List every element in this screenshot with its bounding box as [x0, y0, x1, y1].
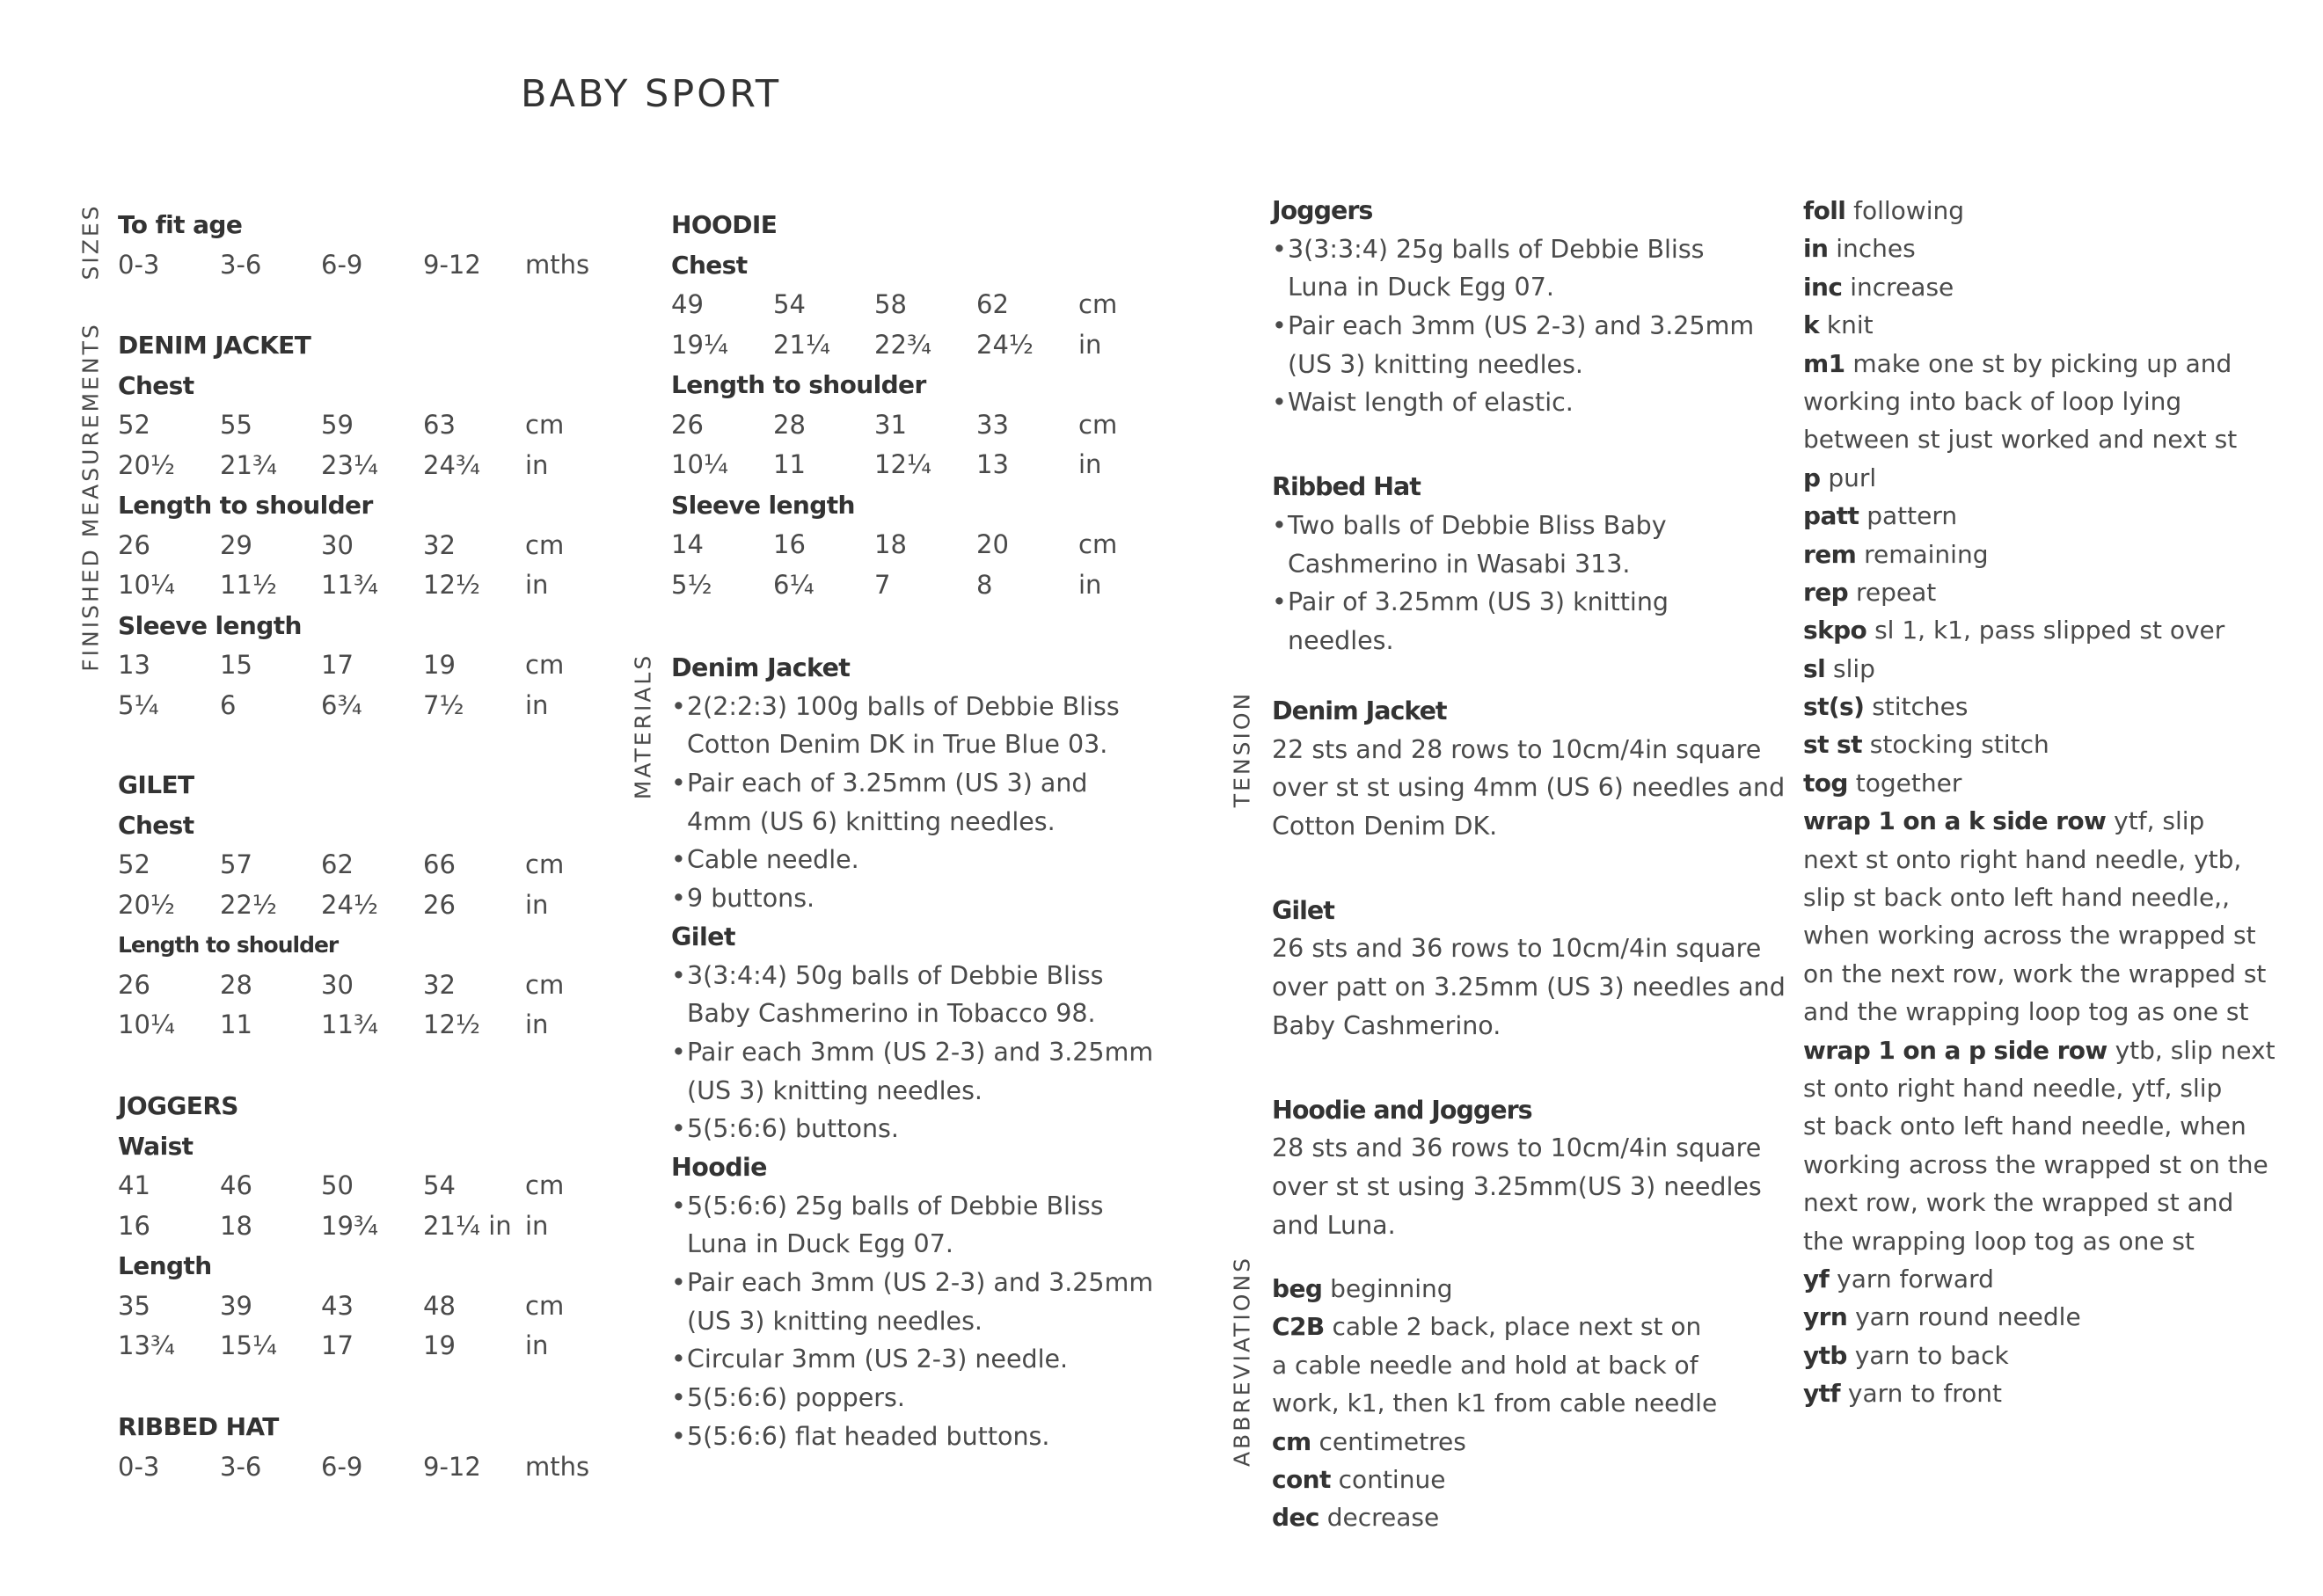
bullet-text: Pair each of 3.25mm (US 3) and — [687, 769, 1088, 798]
tension-denim-title: Denim Jacket — [1272, 696, 1447, 725]
bullet-text: Cashmerino in Wasabi 313. — [1288, 549, 1631, 579]
bullet-continuation — [1272, 545, 1764, 584]
materials-gilet-title: Gilet — [671, 922, 735, 951]
fit-age-row: 0-3 3-6 6-9 9-12 mths — [118, 249, 590, 280]
abbreviation-definition: yarn to back — [1846, 1340, 2009, 1370]
bullet-item — [671, 1379, 1199, 1417]
abbreviation-definition: next row, work the wrapped st and — [1803, 1188, 2234, 1218]
bullet-icon: • — [671, 1421, 686, 1451]
materials-denim-list — [671, 688, 1199, 918]
bullet-text: Pair each 3mm (US 2-3) and 3.25mm — [687, 1268, 1154, 1297]
joggers-measurements — [118, 1086, 610, 1366]
materials-hoodie-list — [671, 1187, 1199, 1456]
bullet-icon: • — [1272, 311, 1287, 341]
bullet-item — [671, 1033, 1199, 1072]
abbreviation-definition: working across the wrapped st on the — [1803, 1149, 2268, 1179]
abbreviation-entry — [1272, 1423, 1764, 1461]
bullet-continuation — [671, 1302, 1199, 1341]
bullet-text: Cable needle. — [687, 845, 859, 875]
measure-row: 19¼ 21¼ 22¾ 24½ in — [671, 329, 1102, 360]
bullet-continuation — [671, 995, 1199, 1033]
bullet-text: (US 3) knitting needles. — [1288, 349, 1583, 379]
label-tension: TENSION — [1229, 690, 1255, 808]
measure-label: Length to shoulder — [118, 932, 339, 958]
bullet-text: 4mm (US 6) knitting needles. — [687, 806, 1056, 836]
abbreviation-definition: a cable needle and hold at back of — [1272, 1350, 1698, 1380]
section-title: JOGGERS — [118, 1091, 238, 1120]
abbreviation-definition: make one st by picking up and — [1845, 348, 2232, 378]
bullet-item — [671, 688, 1199, 726]
bullet-item — [1272, 307, 1764, 346]
abbreviation-entry — [1803, 1374, 2313, 1412]
bullet-continuation — [671, 725, 1199, 764]
measure-label: Length to shoulder — [671, 370, 926, 399]
abbreviation-definition: beginning — [1322, 1274, 1453, 1303]
measure-label: Sleeve length — [671, 490, 855, 520]
tension-denim-text — [1272, 731, 1786, 846]
abbreviation-entry — [1803, 230, 2313, 267]
abbreviation-term: rep — [1803, 577, 1849, 607]
bullet-continuation — [671, 1072, 1199, 1111]
tension-hj-text — [1272, 1129, 1764, 1244]
measure-row: 10¼ 11 12¼ 13 in — [671, 449, 1102, 479]
abbreviation-definition: work, k1, then k1 from cable needle — [1272, 1388, 1718, 1418]
bullet-text: 3(3:4:4) 50g balls of Debbie Bliss — [687, 960, 1104, 990]
bullet-text: needles. — [1288, 625, 1394, 655]
materials-gilet-list — [671, 957, 1199, 1148]
abbreviation-entry — [1803, 725, 2313, 763]
abbreviation-term: foll — [1803, 196, 1846, 225]
abbreviation-definition: ytf, slip — [2106, 806, 2205, 836]
measure-label: Chest — [671, 250, 748, 280]
bullet-continuation — [671, 803, 1199, 842]
text-line: 22 sts and 28 rows to 10cm/4in square — [1272, 734, 1762, 764]
abbreviation-definition: sl 1, k1, pass slipped st over — [1866, 616, 2225, 645]
abbreviation-entry — [1803, 1184, 2313, 1221]
abbreviation-term: k — [1803, 310, 1820, 340]
abbreviation-entry — [1803, 573, 2313, 611]
measure-row: 0-3 3-6 6-9 9-12 mths — [118, 1451, 590, 1482]
tension-gilet-title: Gilet — [1272, 895, 1334, 925]
bullet-item — [1272, 383, 1764, 422]
bullet-text: Pair each 3mm (US 2-3) and 3.25mm — [687, 1037, 1154, 1067]
abbreviation-definition: when working across the wrapped st — [1803, 921, 2256, 951]
materials-hat-title: Ribbed Hat — [1272, 472, 1421, 502]
page-title: BABY SPORT — [521, 72, 782, 116]
abbreviation-entry — [1803, 268, 2313, 306]
abbreviation-term: skpo — [1803, 616, 1867, 645]
abbreviation-entry — [1803, 878, 2313, 916]
abbreviation-term: dec — [1272, 1503, 1319, 1533]
abbreviation-term: ytb — [1803, 1340, 1847, 1370]
abbreviation-entry — [1803, 802, 2313, 840]
bullet-item — [671, 841, 1199, 879]
abbreviation-definition: slip st back onto left hand needle,, — [1803, 883, 2230, 913]
measure-row: 13 15 17 19 cm — [118, 650, 565, 680]
abbreviation-definition: knit — [1819, 310, 1874, 340]
bullet-text: 5(5:6:6) buttons. — [687, 1114, 899, 1144]
abbreviation-definition: yarn round needle — [1847, 1302, 2081, 1332]
abbreviation-definition: inches — [1828, 234, 1916, 264]
abbreviation-entry — [1272, 1270, 1764, 1308]
bullet-icon: • — [671, 691, 686, 721]
bullet-text: (US 3) knitting needles. — [687, 1306, 983, 1336]
abbreviation-entry — [1803, 955, 2313, 993]
abbreviation-definition: the wrapping loop tog as one st — [1803, 1226, 2195, 1256]
section-title: GILET — [118, 770, 194, 799]
measure-label: Waist — [118, 1131, 194, 1161]
ribbed-hat-sizes — [118, 1407, 610, 1487]
bullet-item — [1272, 230, 1764, 269]
bullet-item — [1272, 506, 1764, 545]
abbreviation-definition: decrease — [1319, 1503, 1440, 1533]
measure-row: 10¼ 11 11¾ 12½ in — [118, 1009, 549, 1039]
abbreviation-definition: between st just worked and next st — [1803, 425, 2238, 455]
bullet-icon: • — [671, 884, 686, 914]
measure-row: 10¼ 11½ 11¾ 12½ in — [118, 570, 549, 600]
abbreviation-definition: centimetres — [1311, 1426, 1466, 1456]
abbreviation-entry — [1803, 1298, 2313, 1336]
bullet-icon: • — [1272, 388, 1287, 418]
abbreviation-term: tog — [1803, 768, 1848, 798]
measure-label: Sleeve length — [118, 610, 302, 640]
fit-age-label: To fit age — [118, 210, 243, 239]
section-title: RIBBED HAT — [118, 1412, 279, 1441]
abbreviation-entry — [1803, 1260, 2313, 1298]
bullet-text: Circular 3mm (US 2-3) needle. — [687, 1345, 1069, 1374]
label-sizes: SIZES — [77, 203, 104, 281]
bullet-item — [671, 1187, 1199, 1226]
abbreviation-term: cm — [1272, 1426, 1311, 1456]
text-line: 26 sts and 36 rows to 10cm/4in square — [1272, 934, 1762, 964]
abbreviation-entry — [1803, 536, 2313, 573]
bullet-continuation — [1272, 346, 1764, 384]
materials-joggers-list — [1272, 230, 1764, 422]
bullet-item — [1272, 583, 1764, 622]
tension-gilet-text — [1272, 929, 1786, 1045]
label-materials: MATERIALS — [630, 652, 656, 800]
measure-label: Chest — [118, 810, 194, 840]
abbreviation-entry — [1803, 192, 2313, 230]
bullet-icon: • — [671, 1268, 686, 1297]
measure-row: 20½ 21¾ 23¼ 24¾ in — [118, 449, 549, 480]
bullet-icon: • — [1272, 587, 1287, 617]
gilet-measurements — [118, 765, 610, 1046]
measure-row: 26 28 31 33 cm — [671, 409, 1118, 440]
abbreviation-term: C2B — [1272, 1312, 1325, 1342]
bullet-text: Two balls of Debbie Bliss Baby — [1288, 510, 1667, 540]
bullet-icon: • — [671, 1114, 686, 1144]
bullet-icon: • — [671, 1037, 686, 1067]
abbreviation-term: yf — [1803, 1264, 1830, 1294]
bullet-icon: • — [671, 769, 686, 798]
measure-row: 16 18 19¾ 21¼ in in — [118, 1210, 549, 1241]
bullet-item — [671, 879, 1199, 918]
tension-hj-title: Hoodie and Joggers — [1272, 1095, 1532, 1125]
section-title: HOODIE — [671, 210, 778, 239]
bullet-continuation — [1272, 622, 1764, 660]
bullet-icon: • — [1272, 234, 1287, 264]
abbreviation-entry — [1803, 688, 2313, 725]
abbreviation-term: st st — [1803, 730, 1862, 760]
measure-row: 5¼ 6 6¾ 7½ in — [118, 689, 549, 720]
bullet-icon: • — [671, 845, 686, 875]
measure-row: 14 16 18 20 cm — [671, 529, 1118, 559]
text-line: over patt on 3.25mm (US 3) needles and — [1272, 973, 1786, 1002]
abbreviation-entry — [1803, 420, 2313, 458]
denim-jacket-measurements — [118, 325, 610, 725]
abbreviation-entry — [1803, 1146, 2313, 1184]
abbreviation-definition: on the next row, work the wrapped st — [1803, 958, 2267, 988]
measure-label: Chest — [118, 370, 194, 400]
abbreviation-definition: purl — [1820, 463, 1877, 492]
materials-hat-list — [1272, 506, 1764, 660]
bullet-item — [671, 957, 1199, 995]
bullet-continuation — [1272, 268, 1764, 307]
measure-row: 52 55 59 63 cm — [118, 410, 565, 440]
bullet-item — [671, 764, 1199, 803]
measure-label: Length — [118, 1251, 212, 1280]
abbreviation-term: wrap 1 on a p side row — [1803, 1035, 2108, 1065]
tension-block — [1272, 692, 1786, 1244]
abbreviation-entry — [1803, 764, 2313, 802]
abbreviation-definition: stitches — [1864, 692, 1969, 722]
bullet-text: Pair each 3mm (US 2-3) and 3.25mm — [1288, 311, 1755, 341]
text-line: 28 sts and 36 rows to 10cm/4in square — [1272, 1133, 1762, 1163]
abbreviation-definition: continue — [1330, 1464, 1446, 1494]
abbreviation-term: m1 — [1803, 348, 1845, 378]
abbreviation-entry — [1272, 1498, 1764, 1536]
abbreviation-definition: yarn to front — [1840, 1379, 2002, 1409]
materials-col3 — [1272, 192, 1764, 660]
materials-denim-title: Denim Jacket — [671, 653, 851, 682]
measure-row: 41 46 50 54 cm — [118, 1170, 565, 1200]
bullet-icon: • — [671, 1191, 686, 1221]
bullet-text: 5(5:6:6) poppers. — [687, 1383, 905, 1413]
sizes-block — [118, 205, 610, 285]
bullet-item — [671, 1264, 1199, 1302]
abbreviations-col3 — [1272, 1270, 1764, 1537]
abbreviation-entry — [1803, 841, 2313, 878]
measure-row: 35 39 43 48 cm — [118, 1290, 565, 1321]
abbreviation-entry — [1803, 345, 2313, 383]
bullet-item — [671, 1110, 1199, 1148]
abbreviation-term: ytf — [1803, 1379, 1841, 1409]
bullet-icon: • — [671, 1345, 686, 1374]
bullet-text: 2(2:2:3) 100g balls of Debbie Bliss — [687, 691, 1120, 721]
measure-row: 5½ 6¼ 7 8 in — [671, 569, 1102, 600]
text-line: Cotton Denim DK. — [1272, 812, 1498, 842]
section-title: DENIM JACKET — [118, 331, 311, 360]
abbreviation-entry — [1272, 1461, 1764, 1498]
abbreviation-definition: working into back of loop lying — [1803, 386, 2182, 416]
bullet-text: 5(5:6:6) 25g balls of Debbie Bliss — [687, 1191, 1104, 1221]
abbreviation-term: inc — [1803, 272, 1843, 302]
abbreviation-entry — [1803, 459, 2313, 497]
abbreviation-term: sl — [1803, 653, 1826, 683]
abbreviation-term: wrap 1 on a k side row — [1803, 806, 2107, 836]
text-line: over st st using 3.25mm(US 3) needles — [1272, 1171, 1762, 1201]
abbreviation-entry — [1803, 1069, 2313, 1107]
abbreviation-entry — [1272, 1384, 1764, 1422]
abbreviation-entry — [1803, 306, 2313, 344]
abbreviation-term: in — [1803, 234, 1829, 264]
measure-row: 49 54 58 62 cm — [671, 289, 1118, 319]
abbreviation-definition: slip — [1825, 653, 1875, 683]
abbreviation-term: rem — [1803, 539, 1857, 569]
abbreviation-definition: and the wrapping loop tog as one st — [1803, 997, 2249, 1027]
bullet-text: Pair of 3.25mm (US 3) knitting — [1288, 587, 1669, 617]
measure-row: 20½ 22½ 24½ 26 in — [118, 889, 549, 920]
materials-hoodie-title: Hoodie — [671, 1152, 767, 1182]
label-abbreviations: ABBREVIATIONS — [1229, 1255, 1255, 1468]
materials-block — [671, 649, 1199, 1455]
abbreviation-definition: remaining — [1856, 539, 1989, 569]
bullet-item — [671, 1417, 1199, 1456]
abbreviation-definition: repeat — [1848, 577, 1937, 607]
abbreviation-entry — [1272, 1346, 1764, 1384]
label-finished-measurements: FINISHED MEASUREMENTS — [77, 322, 104, 672]
abbreviation-definition: st onto right hand needle, ytf, slip — [1803, 1073, 2223, 1103]
abbreviation-entry — [1803, 993, 2313, 1031]
abbreviation-definition: pattern — [1859, 501, 1958, 531]
abbreviation-entry — [1803, 1222, 2313, 1260]
bullet-text: 3(3:3:4) 25g balls of Debbie Bliss — [1288, 234, 1705, 264]
hoodie-measurements — [671, 205, 1164, 605]
abbreviation-term: st(s) — [1803, 692, 1865, 722]
bullet-text: Baby Cashmerino in Tobacco 98. — [687, 999, 1096, 1029]
abbreviation-entry — [1803, 383, 2313, 420]
text-line: and Luna. — [1272, 1210, 1396, 1240]
bullet-text: (US 3) knitting needles. — [687, 1075, 983, 1105]
measure-row: 26 29 30 32 cm — [118, 529, 565, 560]
abbreviation-definition: following — [1845, 196, 1964, 225]
text-line: over st st using 4mm (US 6) needles and — [1272, 773, 1786, 803]
abbreviation-definition: increase — [1842, 272, 1954, 302]
abbreviation-definition: together — [1847, 768, 1962, 798]
abbreviation-term: beg — [1272, 1274, 1323, 1303]
abbreviation-term: patt — [1803, 501, 1859, 531]
abbreviation-definition: cable 2 back, place next st on — [1324, 1312, 1702, 1342]
bullet-item — [671, 1340, 1199, 1379]
abbreviation-term: p — [1803, 463, 1821, 492]
abbreviation-entry — [1272, 1308, 1764, 1345]
bullet-icon: • — [671, 960, 686, 990]
abbreviation-entry — [1803, 1107, 2313, 1145]
measure-row: 26 28 30 32 cm — [118, 969, 565, 1000]
abbreviation-definition: ytb, slip next — [2107, 1035, 2276, 1065]
bullet-text: Waist length of elastic. — [1288, 388, 1574, 418]
abbreviation-definition: stocking stitch — [1861, 730, 2049, 760]
bullet-text: 5(5:6:6) flat headed buttons. — [687, 1421, 1050, 1451]
abbreviation-term: yrn — [1803, 1302, 1848, 1332]
abbreviation-term: cont — [1272, 1464, 1331, 1494]
bullet-icon: • — [1272, 510, 1287, 540]
measure-label: Length to shoulder — [118, 491, 373, 520]
bullet-icon: • — [671, 1383, 686, 1413]
bullet-continuation — [671, 1225, 1199, 1264]
abbreviation-entry — [1803, 650, 2313, 688]
abbreviation-definition: st back onto left hand needle, when — [1803, 1111, 2246, 1141]
bullet-text: Luna in Duck Egg 07. — [687, 1229, 953, 1259]
abbreviation-entry — [1803, 497, 2313, 535]
abbreviation-entry — [1803, 916, 2313, 954]
bullet-text: Luna in Duck Egg 07. — [1288, 273, 1554, 302]
materials-joggers-title: Joggers — [1272, 196, 1373, 225]
abbreviation-entry — [1803, 611, 2313, 649]
abbreviations-col4 — [1803, 192, 2313, 1413]
measure-row: 52 57 62 66 cm — [118, 849, 565, 879]
abbreviation-entry — [1803, 1337, 2313, 1374]
bullet-text: Cotton Denim DK in True Blue 03. — [687, 730, 1108, 760]
measure-row: 13¾ 15¼ 17 19 in — [118, 1330, 549, 1360]
text-line: Baby Cashmerino. — [1272, 1010, 1501, 1040]
abbreviation-definition: yarn forward — [1829, 1264, 1994, 1294]
bullet-text: 9 buttons. — [687, 884, 815, 914]
abbreviation-definition: next st onto right hand needle, ytb, — [1803, 844, 2242, 874]
abbreviation-entry — [1803, 1031, 2313, 1069]
